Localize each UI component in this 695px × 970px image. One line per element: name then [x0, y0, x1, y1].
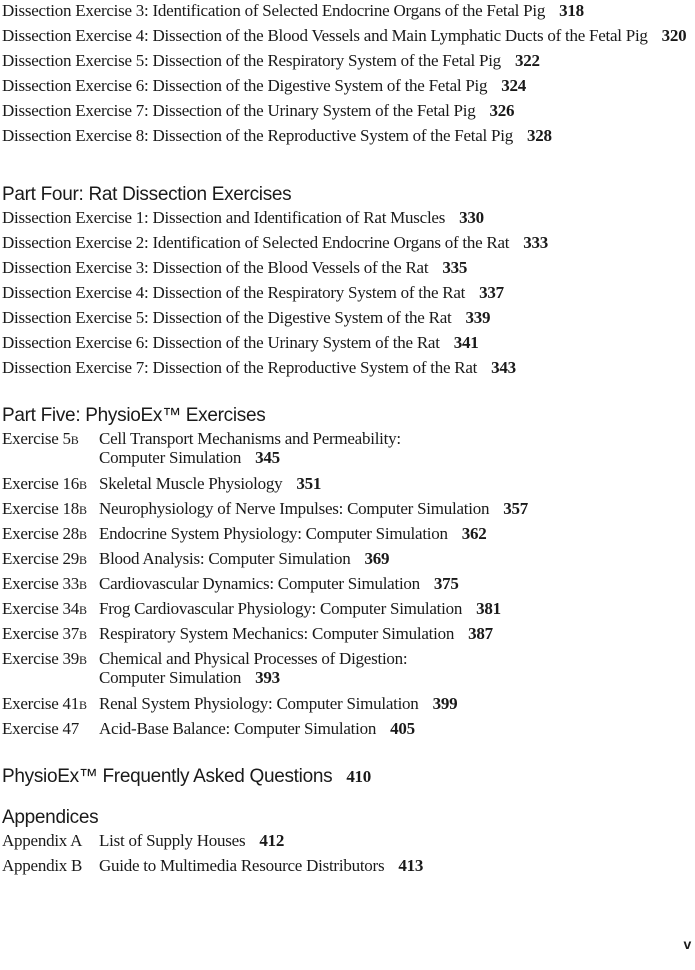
fetal-pig-section: [2, 0, 695, 150]
entry-title: Acid-Base Balance: Computer Simulation: [99, 719, 377, 738]
toc-entry: [2, 573, 695, 598]
toc-entry: [2, 232, 695, 257]
page-number: 362: [461, 524, 487, 543]
exercise-suffix: B: [79, 553, 87, 567]
exercise-number: Exercise 47: [2, 719, 80, 738]
toc-entry: [2, 357, 695, 382]
entry-title: Renal System Physiology: Computer Simulation: [99, 694, 419, 713]
page-number: 343: [491, 358, 516, 377]
section-heading: Part Five: PhysioEx™ Exercises: [2, 405, 266, 426]
exercise-label: [2, 693, 99, 718]
page-number: 399: [432, 694, 458, 713]
entry-title-block: [99, 718, 415, 743]
entry-title: Dissection Exercise 7: Dissection of the Reproductive System of the Rat: [2, 358, 478, 377]
page-number: 393: [255, 668, 280, 687]
entry-title: Skeletal Muscle Physiology: [99, 474, 283, 493]
entry-title: Dissection Exercise 8: Dissection of the Reproductive System of the Fetal Pig: [2, 126, 513, 145]
entry-title: Dissection Exercise 5: Dissection of the Digestive System of the Rat: [2, 308, 452, 327]
page-number: 413: [398, 856, 424, 875]
entry-title-block: [99, 428, 401, 473]
entry-title: Cardiovascular Dynamics: Computer Simulation: [99, 574, 420, 593]
toc-entry: [2, 498, 695, 523]
entry-title-block: [99, 573, 459, 598]
toc-entry: [2, 548, 695, 573]
entry-title: Dissection Exercise 2: Identification of Selected Endocrine Organs of the Rat: [2, 233, 510, 252]
page-number: 387: [468, 624, 493, 643]
toc-page: [2, 0, 695, 880]
page-number: 320: [661, 26, 687, 45]
entry-title-block: [99, 548, 389, 573]
page-number: 345: [255, 448, 280, 467]
entry-title: Dissection Exercise 3: Dissection of the Blood Vessels of the Rat: [2, 258, 429, 277]
entry-title: Dissection Exercise 7: Dissection of the Urinary System of the Fetal Pig: [2, 101, 476, 120]
toc-entry: [2, 623, 695, 648]
entry-title-block: [99, 830, 284, 855]
entry-title: Dissection Exercise 5: Dissection of the Respiratory System of the Fetal Pig: [2, 51, 501, 70]
toc-entry: [2, 307, 695, 332]
page-number: 405: [390, 719, 415, 738]
exercise-number: Exercise 39: [2, 649, 80, 668]
entry-title-block: [99, 623, 493, 648]
exercise-label: [2, 548, 99, 573]
page-number: 339: [465, 308, 491, 327]
toc-entry: [2, 257, 695, 282]
faq-title: PhysioEx™ Frequently Asked Questions: [2, 766, 333, 787]
toc-entry: [2, 648, 695, 693]
entry-title-block: [99, 498, 528, 523]
exercise-label: [2, 473, 99, 498]
toc-entry: [2, 718, 695, 743]
exercise-label: [2, 623, 99, 648]
toc-entry: [2, 523, 695, 548]
exercise-number: Exercise 41: [2, 694, 80, 713]
page-number: 326: [489, 101, 515, 120]
exercise-label: [2, 573, 99, 598]
toc-entry: [2, 75, 695, 100]
exercise-suffix: B: [79, 603, 87, 617]
exercise-label: [2, 718, 99, 743]
appendix-label: Appendix A: [2, 831, 83, 850]
entry-title: Frog Cardiovascular Physiology: Computer Simulation: [99, 599, 463, 618]
page-number: 369: [364, 549, 390, 568]
exercise-suffix: B: [79, 503, 87, 517]
page-number: 328: [526, 126, 552, 145]
entry-title: Guide to Multimedia Resource Distributors: [99, 856, 385, 875]
page-number: 335: [442, 258, 468, 277]
exercise-label: [2, 598, 99, 623]
exercise-number: Exercise 33: [2, 574, 80, 593]
entry-title-block: [99, 598, 501, 623]
toc-entry: [2, 0, 695, 25]
page-number: 410: [346, 767, 371, 786]
section-heading: Part Four: Rat Dissection Exercises: [2, 184, 292, 205]
entry-title: Dissection Exercise 6: Dissection of the Digestive System of the Fetal Pig: [2, 76, 488, 95]
entry-title-block: [99, 648, 407, 693]
page-number: 357: [503, 499, 528, 518]
exercise-number: Exercise 29: [2, 549, 80, 568]
exercise-label: [2, 648, 99, 693]
page-number: 412: [259, 831, 285, 850]
page-folio: v: [683, 936, 691, 952]
entry-title-line1: Cell Transport Mechanisms and Permeability:: [99, 429, 401, 448]
exercise-label: [2, 498, 99, 523]
entry-title: Dissection Exercise 6: Dissection of the Urinary System of the Rat: [2, 333, 440, 352]
appendix-label: Appendix B: [2, 856, 83, 875]
toc-entry: [2, 207, 695, 232]
toc-entry: [2, 855, 695, 880]
entry-title: Endocrine System Physiology: Computer Simulation: [99, 524, 448, 543]
page-number: 333: [523, 233, 549, 252]
toc-entry: [2, 282, 695, 307]
entry-title: List of Supply Houses: [99, 831, 246, 850]
toc-entry: [2, 50, 695, 75]
toc-entry: [2, 25, 695, 50]
toc-entry: [2, 428, 695, 473]
entry-title-line2-text: Computer Simulation: [99, 448, 242, 467]
toc-entry: [2, 473, 695, 498]
entry-title: Dissection Exercise 4: Dissection of the Respiratory System of the Rat: [2, 283, 466, 302]
toc-entry: [2, 332, 695, 357]
entry-title-line2: [99, 448, 401, 467]
entry-title-line2-text: Computer Simulation: [99, 668, 242, 687]
physioex-section: [2, 428, 695, 743]
exercise-suffix: B: [79, 653, 87, 667]
page-number: 318: [559, 1, 584, 20]
exercise-label: [2, 428, 99, 473]
entry-title-block: [99, 473, 321, 498]
entry-title: Dissection Exercise 1: Dissection and Identification of Rat Muscles: [2, 208, 446, 227]
page-number: 322: [514, 51, 540, 70]
entry-title: Respiratory System Mechanics: Computer Simulation: [99, 624, 455, 643]
entry-title-line2: [99, 668, 407, 687]
exercise-number: Exercise 37: [2, 624, 80, 643]
exercise-suffix: B: [79, 478, 87, 492]
exercise-suffix: B: [79, 628, 87, 642]
page-number: 337: [479, 283, 504, 302]
toc-entry: [2, 598, 695, 623]
entry-title-line1: Chemical and Physical Processes of Digestion:: [99, 649, 408, 668]
entry-title: Blood Analysis: Computer Simulation: [99, 549, 351, 568]
toc-entry: [2, 693, 695, 718]
page-number: 381: [476, 599, 501, 618]
page-number: 351: [296, 474, 322, 493]
toc-entry: [2, 100, 695, 125]
exercise-number: Exercise 18: [2, 499, 80, 518]
exercise-label: [2, 523, 99, 548]
page-number: 375: [433, 574, 459, 593]
exercise-suffix: B: [79, 528, 87, 542]
exercise-number: Exercise 16: [2, 474, 80, 493]
exercise-suffix: B: [79, 578, 87, 592]
page-number: 324: [501, 76, 527, 95]
appendices-section: [2, 830, 695, 880]
faq-heading: [2, 765, 695, 789]
exercise-number: Exercise 5: [2, 429, 71, 448]
entry-title-block: [99, 693, 457, 718]
entry-title: Neurophysiology of Nerve Impulses: Computer Simulation: [99, 499, 490, 518]
exercise-suffix: B: [70, 433, 79, 447]
entry-title-block: [99, 855, 423, 880]
exercise-suffix: B: [79, 698, 87, 712]
exercise-number: Exercise 34: [2, 599, 80, 618]
rat-section: [2, 207, 695, 382]
page-number: 341: [453, 333, 479, 352]
entry-title: Dissection Exercise 3: Identification of Selected Endocrine Organs of the Fetal Pig: [2, 1, 546, 20]
entry-title-block: [99, 523, 487, 548]
toc-entry: [2, 125, 695, 150]
section-heading: Appendices: [2, 807, 99, 828]
entry-title: Dissection Exercise 4: Dissection of the Blood Vessels and Main Lymphatic Ducts of the Fetal Pig: [2, 26, 648, 45]
exercise-number: Exercise 28: [2, 524, 80, 543]
toc-entry: [2, 830, 695, 855]
page-number: 330: [459, 208, 484, 227]
